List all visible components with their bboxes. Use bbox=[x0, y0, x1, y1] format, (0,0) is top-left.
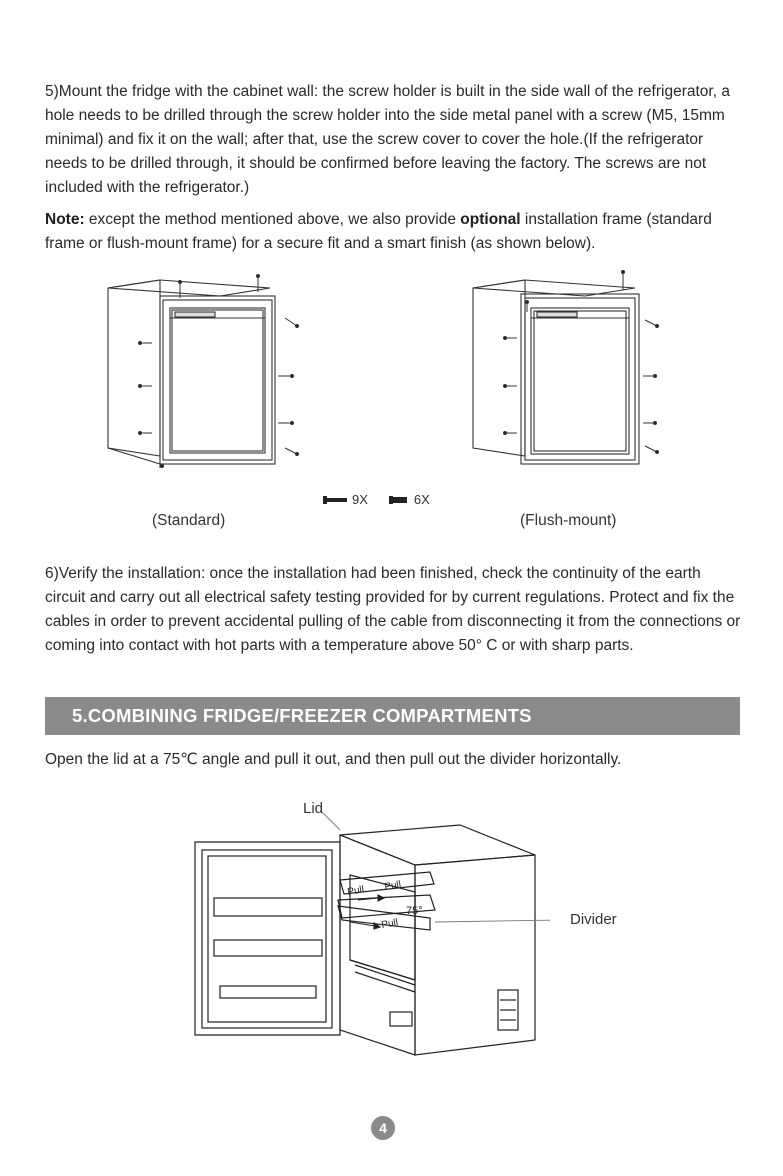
pull-label-2: Pull bbox=[383, 879, 402, 893]
standard-frame-diagram bbox=[100, 268, 320, 478]
standard-caption: (Standard) bbox=[152, 512, 226, 529]
note-text-before: except the method mentioned above, we also provide bbox=[84, 211, 461, 228]
fridge-divider-diagram bbox=[190, 800, 550, 1065]
note-label: Note: bbox=[45, 211, 85, 228]
page-number: 4 bbox=[371, 1116, 395, 1140]
note-emphasis: optional bbox=[460, 211, 521, 228]
step5-paragraph: 5)Mount the fridge with the cabinet wall: the screw holder is built in the side wall of the refrigerator, a hole needs to be drilled through the screw holder into the side metal panel with a screw (M5, 15mm minimal) and fix it on the wall; after that, use the screw cover to cover the hole.(If the refrigerator needs to be drilled through, it should be confirmed before leaving the factory. The screws are not included with the refrigerator.) bbox=[45, 83, 730, 196]
combining-instruction: Open the lid at a 75℃ angle and pull it out, and then pull out the divider horizontally. bbox=[45, 751, 622, 768]
angle-label: 75° bbox=[406, 905, 423, 917]
divider-callout: Divider bbox=[570, 911, 617, 928]
short-screw-icon bbox=[388, 495, 408, 505]
flush-mount-frame-diagram bbox=[465, 268, 685, 478]
short-screw-count: 6X bbox=[413, 492, 430, 507]
long-screw-count: 9X bbox=[352, 492, 368, 507]
screw-legend bbox=[322, 492, 430, 507]
section-heading: 5.COMBINING FRIDGE/FREEZER COMPARTMENTS bbox=[45, 697, 740, 735]
pull-label-3: Pull bbox=[380, 917, 399, 931]
lid-callout: Lid bbox=[303, 800, 324, 817]
long-screw-icon bbox=[322, 495, 348, 505]
note-text-after: installation frame (standard frame or flush-mount frame) for a secure fit and a smart finish (as shown below). bbox=[45, 211, 712, 252]
pull-label-1: Pull bbox=[346, 884, 365, 898]
flush-mount-caption: (Flush-mount) bbox=[520, 512, 617, 529]
step6-paragraph: 6)Verify the installation: once the installation had been finished, check the continuity of the earth circuit and carry out all electrical safety testing provided for by current regulations. Protect and fix the cables in order to prevent accidental pulling of the cable from disconnecting it from the connections or coming into contact with hot parts with a temperature above 50° C or with sharp parts. bbox=[45, 565, 741, 654]
note-paragraph bbox=[45, 208, 745, 256]
